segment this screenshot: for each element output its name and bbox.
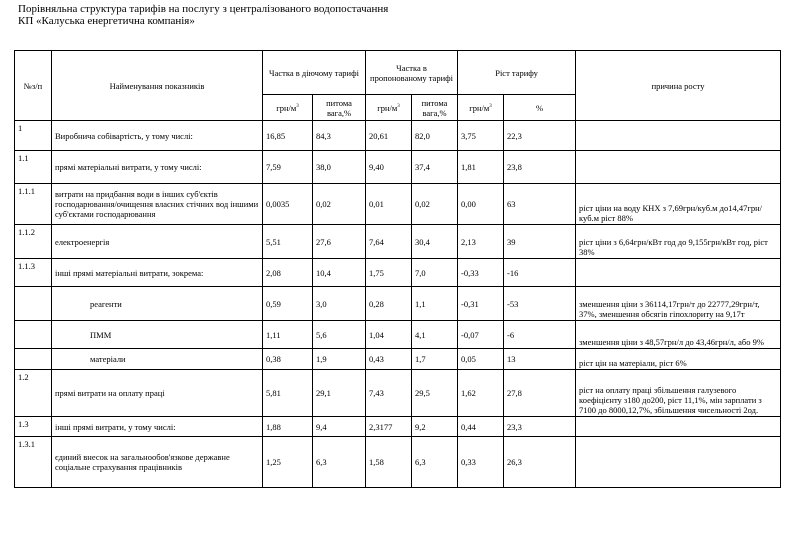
row-current-share: 29,1 [313, 370, 366, 417]
table-header-row [15, 51, 781, 95]
row-reason: ріст ціни з 6,64грн/кВт год до 9,155грн/кВт год, ріст 38% [576, 225, 781, 259]
row-current-value: 5,51 [263, 225, 313, 259]
row-proposed-value: 20,61 [366, 121, 412, 151]
row-proposed-value: 1,58 [366, 437, 412, 488]
row-reason [576, 259, 781, 287]
row-name: єдиний внесок на загальнообов'язкове державне соціальне страхування працівників [52, 437, 263, 488]
row-proposed-share: 82,0 [412, 121, 458, 151]
row-num: 1.1.1 [15, 184, 52, 225]
row-growth-percent: 13 [504, 349, 576, 370]
row-name: прямі матеріальні витрати, у тому числі: [52, 151, 263, 184]
row-growth-percent: 23,3 [504, 417, 576, 437]
row-name: прямі витрати на оплату праці [52, 370, 263, 417]
row-num: 1.1.2 [15, 225, 52, 259]
row-proposed-share: 4,1 [412, 321, 458, 349]
row-current-value: 16,85 [263, 121, 313, 151]
row-current-value: 7,59 [263, 151, 313, 184]
row-proposed-value: 7,43 [366, 370, 412, 417]
row-growth-percent: -16 [504, 259, 576, 287]
row-num: 1.1.3 [15, 259, 52, 287]
row-proposed-value: 7,64 [366, 225, 412, 259]
table-row [15, 151, 781, 184]
row-growth-value: 2,13 [458, 225, 504, 259]
header-reason: причина росту [576, 51, 781, 121]
row-growth-percent: 23,8 [504, 151, 576, 184]
table-row [15, 321, 781, 349]
document-title: Порівняльна структура тарифів на послугу з централізованого водопостачання [18, 3, 389, 15]
header-name: Найменування показників [52, 51, 263, 121]
row-current-value: 5,81 [263, 370, 313, 417]
row-current-value: 1,88 [263, 417, 313, 437]
row-num: 1 [15, 121, 52, 151]
row-proposed-share: 29,5 [412, 370, 458, 417]
row-growth-percent: 27,8 [504, 370, 576, 417]
row-proposed-share: 9,2 [412, 417, 458, 437]
subheader-unit: грн/$м^3$ [366, 95, 412, 121]
row-growth-value: 3,75 [458, 121, 504, 151]
subheader-unit: грн/$м^3$ [458, 95, 504, 121]
row-num [15, 321, 52, 349]
table-row [15, 437, 781, 488]
row-name: реагенти [52, 287, 263, 321]
row-proposed-share: 7,0 [412, 259, 458, 287]
row-reason: ріст на оплату праці збільшення галузевого коефіцієнту з180 до200, ріст 11,1%, мін зарплати з 7100 до 8000,12,7%, збільшення чисельності 2од. [576, 370, 781, 417]
row-reason [576, 151, 781, 184]
row-growth-value: 0,33 [458, 437, 504, 488]
row-proposed-value: 0,28 [366, 287, 412, 321]
header-proposed: Частка в пропонованому тарифі [366, 51, 458, 95]
row-growth-value: 1,62 [458, 370, 504, 417]
row-proposed-share: 6,3 [412, 437, 458, 488]
row-current-value: 0,0035 [263, 184, 313, 225]
row-proposed-value: 2,3177 [366, 417, 412, 437]
row-proposed-share: 30,4 [412, 225, 458, 259]
header-current: Частка в діючому тарифі [263, 51, 366, 95]
row-growth-percent: -53 [504, 287, 576, 321]
row-name: Виробнича собівартість, у тому числі: [52, 121, 263, 151]
tariff-structure-table [14, 50, 781, 488]
row-name: витрати на придбання води в інших суб'єктів господарювання/очищення власних стічних вод іншими суб'єктами господарювання [52, 184, 263, 225]
row-current-share: 27,6 [313, 225, 366, 259]
row-proposed-share: 1,7 [412, 349, 458, 370]
row-reason: ріст цін на матеріали, ріст 6% [576, 349, 781, 370]
header-growth: Ріст тарифу [458, 51, 576, 95]
row-current-share: 10,4 [313, 259, 366, 287]
subheader-share: питома вага,% [412, 95, 458, 121]
row-current-share: 1,9 [313, 349, 366, 370]
row-current-share: 9,4 [313, 417, 366, 437]
row-proposed-value: 1,75 [366, 259, 412, 287]
row-num: 1.1 [15, 151, 52, 184]
row-proposed-value: 9,40 [366, 151, 412, 184]
row-name: ПММ [52, 321, 263, 349]
row-current-share: 3,0 [313, 287, 366, 321]
row-reason: ріст ціни на воду КНХ з 7,69грн/куб.м до14,47грн/куб.м ріст 88% [576, 184, 781, 225]
table-row [15, 225, 781, 259]
row-growth-value: 1,81 [458, 151, 504, 184]
row-reason [576, 437, 781, 488]
table-row [15, 259, 781, 287]
row-current-share: 84,3 [313, 121, 366, 151]
row-reason [576, 417, 781, 437]
row-name: інші прямі матеріальні витрати, зокрема: [52, 259, 263, 287]
row-growth-percent: 39 [504, 225, 576, 259]
row-growth-value: -0,07 [458, 321, 504, 349]
table-row [15, 121, 781, 151]
row-current-share: 6,3 [313, 437, 366, 488]
row-num: 1.2 [15, 370, 52, 417]
row-proposed-share: 0,02 [412, 184, 458, 225]
header-num: №з/п [15, 51, 52, 121]
row-proposed-share: 1,1 [412, 287, 458, 321]
row-current-value: 0,59 [263, 287, 313, 321]
table-row [15, 287, 781, 321]
subheader-percent: % [504, 95, 576, 121]
row-current-value: 1,11 [263, 321, 313, 349]
row-proposed-share: 37,4 [412, 151, 458, 184]
row-current-share: 0,02 [313, 184, 366, 225]
row-current-value: 2,08 [263, 259, 313, 287]
row-reason: зменшення ціни з 36114,17грн/т до 22777,29грн/т, 37%, зменшення обсягів гіпохлориту на 9,17т [576, 287, 781, 321]
row-current-share: 38,0 [313, 151, 366, 184]
row-num: 1.3.1 [15, 437, 52, 488]
row-name: інші прямі витрати, у тому числі: [52, 417, 263, 437]
row-growth-value: 0,00 [458, 184, 504, 225]
table-row [15, 184, 781, 225]
row-name: матеріали [52, 349, 263, 370]
row-num: 1.3 [15, 417, 52, 437]
row-num [15, 287, 52, 321]
subheader-unit: грн/$м^3$ [263, 95, 313, 121]
row-growth-percent: 63 [504, 184, 576, 225]
row-growth-value: 0,05 [458, 349, 504, 370]
row-current-value: 0,38 [263, 349, 313, 370]
row-proposed-value: 1,04 [366, 321, 412, 349]
row-proposed-value: 0,43 [366, 349, 412, 370]
table-row [15, 370, 781, 417]
row-reason [576, 121, 781, 151]
row-proposed-value: 0,01 [366, 184, 412, 225]
row-current-share: 5,6 [313, 321, 366, 349]
row-growth-percent: 26,3 [504, 437, 576, 488]
row-num [15, 349, 52, 370]
table-row [15, 417, 781, 437]
table-row [15, 349, 781, 370]
row-growth-value: -0,31 [458, 287, 504, 321]
row-growth-value: 0,44 [458, 417, 504, 437]
row-growth-value: -0,33 [458, 259, 504, 287]
subheader-share: питома вага,% [313, 95, 366, 121]
row-name: електроенергія [52, 225, 263, 259]
row-reason: зменшення ціни з 48,57грн/л до 43,46грн/л, або 9% [576, 321, 781, 349]
row-growth-percent: 22,3 [504, 121, 576, 151]
row-current-value: 1,25 [263, 437, 313, 488]
row-growth-percent: -6 [504, 321, 576, 349]
document-subtitle: КП «Калуська енергетична компанія» [18, 15, 195, 27]
